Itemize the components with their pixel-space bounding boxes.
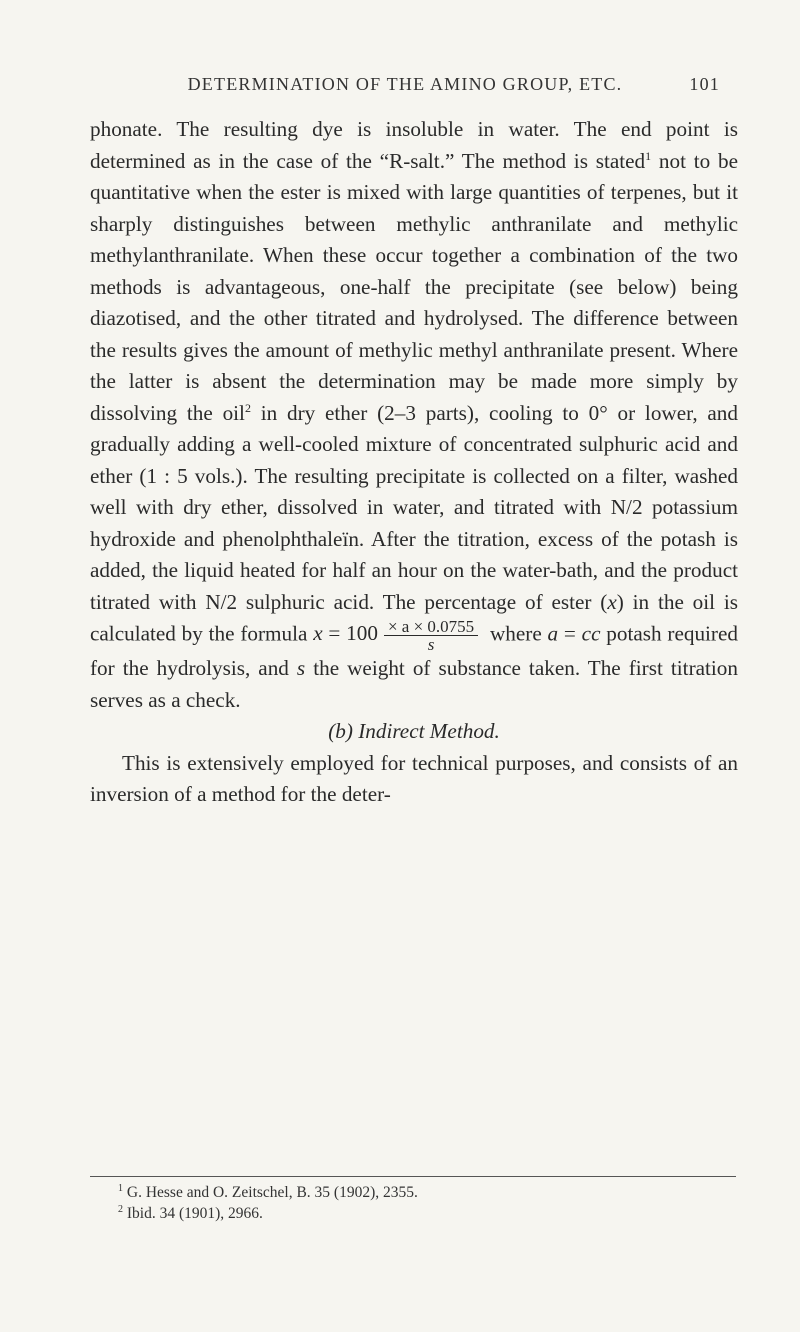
footnote-divider: [90, 1176, 736, 1177]
footnote-mark: 1: [118, 1182, 123, 1194]
footnotes: [118, 1182, 738, 1224]
subheading-title: Indirect Method.: [352, 719, 500, 743]
footnote-ref-2: 2: [244, 400, 251, 415]
formula-numerator: × a × 0.0755: [384, 618, 478, 636]
page-number: 101: [689, 74, 720, 94]
variable-x: x: [607, 589, 617, 614]
footnote-text: G. Hesse and O. Zeitschel, B. 35 (1902), 2355.: [123, 1184, 418, 1201]
footnote-mark: 2: [118, 1203, 123, 1215]
formula: [313, 617, 484, 654]
text-run: not to be quantitative when the ester is mixed with large quantities of terpenes, but it sharply distinguishes between methylic anthranilate and methylic methylanthranilate. When these occur together a combination of the two methods is advantageous, one-half the precipitate (see below) being diazotised, and the other titrated and hydrolysed. The difference between the results gives the amount of methylic methyl anthranilate present. Where the latter is absent the determination may be made more simply by dissolving the oil: [90, 148, 738, 425]
paragraph-2: This is extensively employed for technical purposes, and consists of an inversion of a method for the deter-: [90, 750, 738, 806]
text-run: where: [484, 621, 548, 646]
text-run: ) in the oil is calculated by the formula: [90, 589, 738, 646]
header-title: DETERMINATION OF THE AMINO GROUP, ETC.: [187, 74, 623, 94]
formula-fraction: [384, 618, 478, 653]
footnote-text: Ibid. 34 (1901), 2966.: [123, 1205, 263, 1222]
section-subheading: [90, 716, 738, 748]
footnote-ref-1: 1: [645, 148, 652, 163]
text-run: =: [558, 621, 582, 646]
running-header: [90, 74, 720, 95]
body-text: [90, 114, 738, 811]
footnote-2: [118, 1203, 738, 1224]
variable-a: a: [547, 621, 559, 646]
formula-lhs: x: [313, 621, 323, 646]
formula-eq: = 100: [322, 621, 378, 646]
paragraph-1: [90, 114, 738, 716]
text-run: the weight of substance taken. The first titration serves as a check.: [90, 656, 738, 712]
text-run: phonate. The resulting dye is insoluble in water. The end point is determined as in the case of the “R-salt.” The method is stated: [90, 117, 738, 173]
text-run: potash required for the hydrolysis, and: [90, 621, 738, 680]
variable-s: s: [296, 656, 306, 680]
formula-denominator: s: [427, 635, 435, 654]
text-run: in dry ether (2–3 parts), cooling to 0° or lower, and gradually adding a well-cooled mixture of concentrated sulphuric acid and ether (1 : 5 vols.). The resulting precipitate is collected on a filter, washed well with dry ether, dissolved in water, and titrated with N/2 potassium hydroxide and phenolphthaleïn. After the titration, excess of the potash is added, the liquid heated for half an hour on the water-bath, and the product titrated with N/2 sulphuric acid. The percentage of ester (: [90, 400, 738, 614]
footnote-1: [118, 1182, 738, 1203]
variable-cc: cc: [581, 621, 601, 646]
subheading-label: (b): [328, 719, 353, 743]
